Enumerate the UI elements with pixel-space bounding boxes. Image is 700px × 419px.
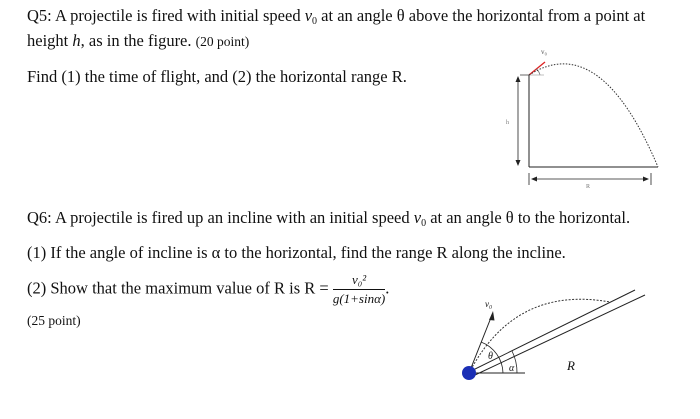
- q5-v: v: [304, 6, 313, 25]
- q5-fig-range-arrowhead-right: [643, 177, 649, 182]
- q5-find: Find (1) the time of flight, and (2) the horizontal range R.: [27, 67, 407, 86]
- q5-label: Q5:: [27, 6, 52, 25]
- q6-fig-R-label: R: [567, 358, 575, 373]
- q6-v-sub: 0: [421, 218, 427, 229]
- q6-fig-incline-lower: [475, 295, 645, 375]
- q5-fig-v0-label: v₀: [541, 48, 547, 56]
- q6-figure: [455, 285, 655, 415]
- q6-max-range-fraction: [333, 272, 385, 307]
- q6-points: (25 point): [27, 313, 81, 328]
- q5-figure: [500, 42, 675, 192]
- q5-text-c: , as in the figure.: [80, 31, 192, 50]
- q6-fig-v0-label: v₀: [485, 299, 493, 309]
- q5-fig-trajectory: [529, 64, 658, 167]
- q6-text-b: at an angle θ to the horizontal.: [430, 208, 631, 227]
- q5-line-1: [27, 6, 645, 27]
- q5-v-sub: 0: [312, 16, 318, 27]
- q5-fig-h-label: h: [506, 120, 509, 126]
- q5-fig-R-label: R: [586, 184, 591, 190]
- q6-part-2-end: .: [385, 278, 390, 298]
- q6-label: Q6:: [27, 208, 52, 227]
- q6-part-1: (1) If the angle of incline is α to the horizontal, find the range R along the incline.: [27, 243, 566, 262]
- q5-fig-height-arrowhead-bottom: [516, 160, 521, 166]
- q6-line-1: [27, 208, 630, 229]
- q6-part-2-text: (2) Show that the maximum value of R is R =: [27, 278, 329, 298]
- q6-fig-alpha-label: α: [509, 363, 515, 374]
- q6-fig-theta-label: θ: [488, 351, 493, 362]
- q5-points: (20 point): [195, 34, 250, 49]
- q6-v: v: [413, 208, 422, 227]
- q5-text-b: at an angle θ above the horizontal from a point at: [321, 6, 646, 25]
- q6-fraction-numerator: v₀²: [333, 272, 385, 290]
- q5-height-word: height: [27, 31, 69, 50]
- q6-fraction-denominator: g(1+sinα): [332, 291, 386, 306]
- q5-line-2: [27, 31, 249, 51]
- q5-fig-range-arrowhead-left: [531, 177, 537, 182]
- q5-text-a: A projectile is fired with initial speed: [54, 6, 301, 25]
- q6-part-2: [27, 272, 389, 307]
- q5-h: h: [72, 31, 81, 50]
- q6-fig-velocity-arrowhead: [489, 311, 495, 321]
- q6-fig-launch-ball: [462, 366, 476, 380]
- q5-fig-height-arrowhead-top: [516, 76, 521, 82]
- q6-fig-velocity-arrow: [469, 315, 492, 373]
- q6-text-a: A projectile is fired up an incline with an initial speed: [54, 208, 410, 227]
